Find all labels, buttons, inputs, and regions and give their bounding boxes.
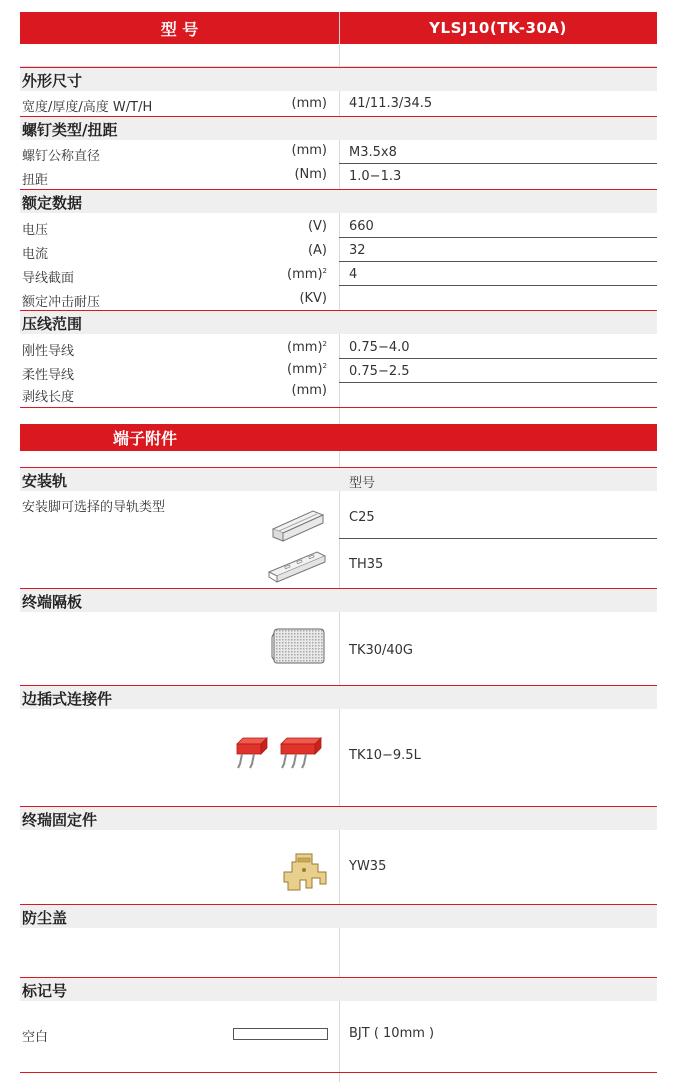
dimension-label: 宽度/厚度/高度 W/T/H — [22, 100, 153, 115]
blank-marker-icon — [233, 1028, 328, 1040]
torque-label: 扭距 — [22, 173, 49, 188]
c25-rail-icon — [269, 507, 327, 545]
unit-text: (mm) — [287, 362, 323, 377]
voltage-unit: (V) — [307, 219, 327, 234]
section-title: 螺钉类型/扭距 — [22, 121, 118, 139]
section-title: 压线范围 — [22, 315, 83, 333]
value-underline — [339, 237, 657, 238]
dimension-unit: (mm) — [291, 96, 327, 111]
end-plate-icon — [270, 627, 328, 665]
value-underline — [339, 285, 657, 286]
value-underline — [339, 358, 657, 359]
section-title: 终端隔板 — [22, 593, 83, 611]
cross-section-label: 导线截面 — [22, 271, 75, 286]
screw-diameter-value: M3.5x8 — [349, 145, 397, 160]
section-title: 外形尺寸 — [22, 72, 83, 90]
screw-diameter-label: 螺钉公称直径 — [22, 149, 101, 164]
dimension-value: 41/11.3/34.5 — [349, 96, 433, 111]
torque-unit: (Nm) — [294, 167, 327, 182]
section-rail — [20, 467, 657, 491]
current-unit: (A) — [307, 243, 327, 258]
unit-superscript: 2 — [322, 340, 327, 348]
bridge-model: TK10−9.5L — [349, 748, 421, 763]
cross-section-value: 4 — [349, 267, 358, 282]
th35-rail-icon — [267, 546, 329, 586]
section-dimensions — [20, 67, 657, 91]
rail-th35: TH35 — [349, 557, 384, 572]
divider — [20, 1072, 657, 1073]
rigid-wire-unit — [287, 340, 327, 355]
rail-description: 安装脚可选择的导轨类型 — [22, 500, 166, 515]
section-dust-cover — [20, 904, 657, 928]
unit-superscript: 2 — [322, 362, 327, 370]
spec-sheet — [20, 12, 657, 1082]
cross-section-unit — [287, 267, 327, 282]
model-column-label: 型号 — [349, 476, 376, 491]
marker-label: 空白 — [22, 1030, 49, 1045]
flexible-wire-value: 0.75−2.5 — [349, 364, 410, 379]
bridge-connector-icon — [233, 734, 329, 778]
flexible-wire-label: 柔性导线 — [22, 368, 75, 383]
unit-text: (mm) — [287, 267, 323, 282]
model-value: YLSJ10(TK-30A) — [429, 19, 567, 37]
strip-length-unit: (mm) — [291, 383, 327, 398]
impulse-voltage-unit: (KV) — [299, 291, 327, 306]
section-title: 安装轨 — [22, 472, 68, 490]
value-underline — [339, 261, 657, 262]
section-title: 终瑞固定件 — [22, 811, 98, 829]
screw-diameter-unit: (mm) — [291, 143, 327, 158]
rigid-wire-value: 0.75−4.0 — [349, 340, 410, 355]
section-end-bracket — [20, 806, 657, 830]
value-underline — [339, 382, 657, 383]
current-label: 电流 — [22, 247, 49, 262]
value-underline — [339, 163, 657, 164]
voltage-value: 660 — [349, 219, 374, 234]
end-bracket-icon — [282, 850, 330, 894]
value-underline — [339, 538, 657, 539]
accessories-title: 端子附件 — [112, 429, 177, 448]
unit-superscript: 2 — [322, 267, 327, 275]
end-bracket-model: YW35 — [349, 859, 387, 874]
flexible-wire-unit — [287, 362, 327, 377]
impulse-voltage-label: 额定冲击耐压 — [22, 295, 101, 310]
accessories-header-bar — [20, 424, 657, 451]
section-end-plate — [20, 588, 657, 612]
section-rated — [20, 189, 657, 213]
divider — [20, 407, 657, 408]
rail-c25: C25 — [349, 510, 375, 525]
section-title: 防尘盖 — [22, 909, 68, 927]
marker-model: BJT ( 10mm ) — [349, 1026, 435, 1041]
model-label: 型 号 — [160, 19, 199, 39]
section-title: 标记号 — [22, 982, 68, 1000]
section-screw — [20, 116, 657, 140]
rigid-wire-label: 刚性导线 — [22, 344, 75, 359]
torque-value: 1.0−1.3 — [349, 169, 402, 184]
unit-text: (mm) — [287, 340, 323, 355]
section-bridge — [20, 685, 657, 709]
strip-length-label: 剥线长度 — [22, 390, 75, 405]
section-crimp — [20, 310, 657, 334]
section-title: 边插式连接件 — [22, 690, 113, 708]
section-title: 额定数据 — [22, 194, 83, 212]
voltage-label: 电压 — [22, 223, 49, 238]
section-marker — [20, 977, 657, 1001]
end-plate-model: TK30/40G — [349, 643, 414, 658]
current-value: 32 — [349, 243, 366, 258]
